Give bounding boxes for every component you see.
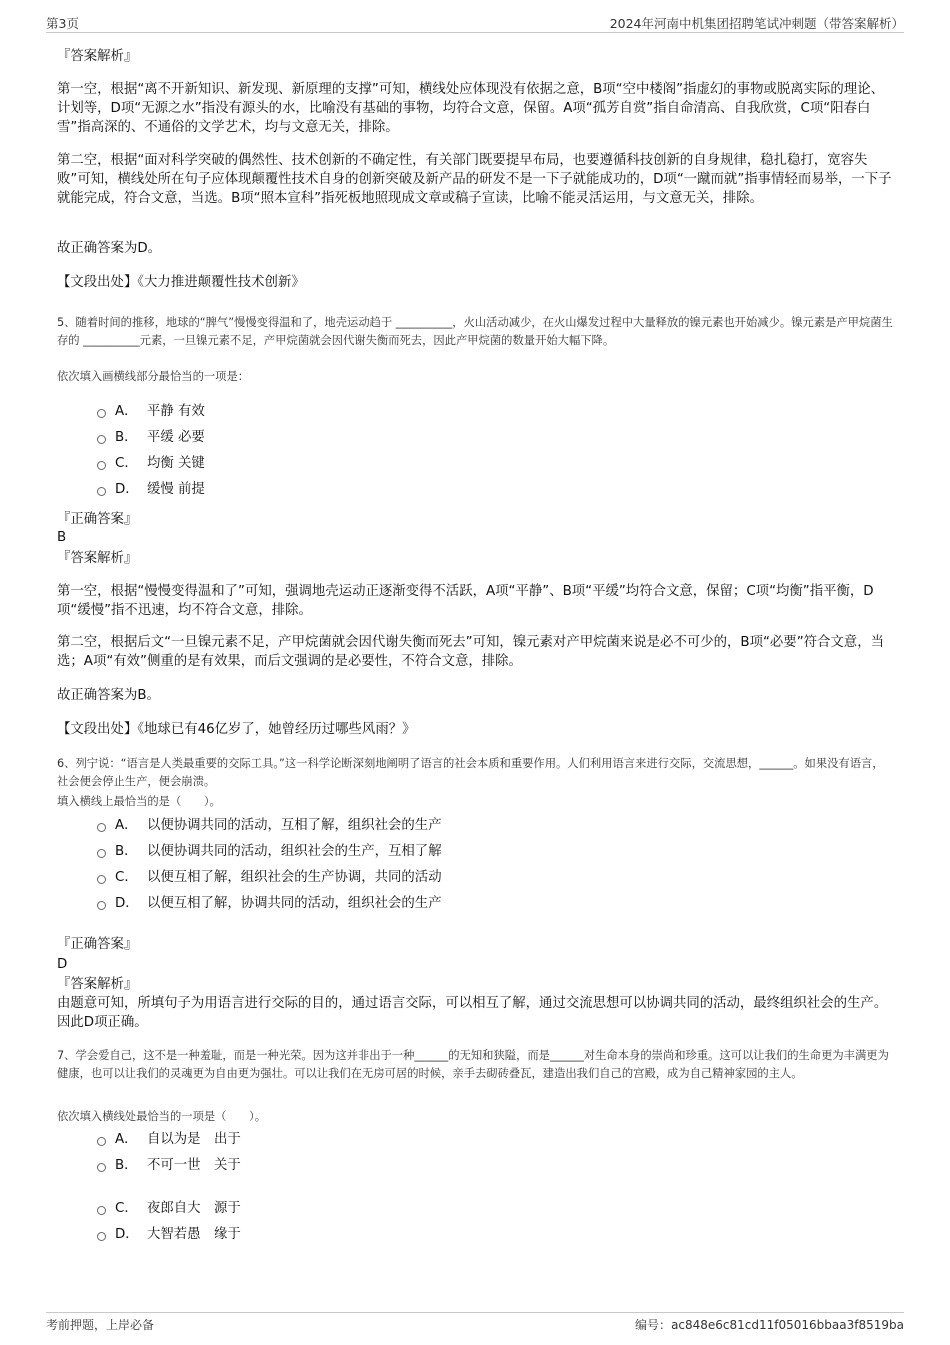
option-letter: D． xyxy=(115,896,139,911)
q7-option-a[interactable] xyxy=(97,1130,241,1150)
q5-option-d[interactable] xyxy=(97,480,205,500)
option-text: 平静 有效 xyxy=(147,404,205,419)
option-text: 均衡 关键 xyxy=(147,456,205,471)
option-letter: A． xyxy=(115,404,138,419)
q7-option-d[interactable] xyxy=(97,1225,241,1245)
option-text: 以便互相了解，协调共同的活动，组织社会的生产 xyxy=(147,896,442,911)
document-code xyxy=(635,1316,904,1333)
q5-correct-answer: B xyxy=(57,530,67,545)
q6-analysis-label: 『答案解析』 xyxy=(57,977,138,992)
document-code-value: ac848e6c81cd11f05016bbaa3f8519ba xyxy=(671,1318,904,1332)
document-title: 2024年河南中机集团招聘笔试冲刺题（带答案解析） xyxy=(609,16,904,31)
page-footer xyxy=(46,1312,904,1333)
radio-icon[interactable] xyxy=(97,1206,106,1215)
option-text: 大智若愚 缘于 xyxy=(147,1227,241,1242)
q5-option-c[interactable] xyxy=(97,454,205,474)
radio-icon[interactable] xyxy=(97,461,106,470)
q7-stem: 7、学会爱自己，这不是一种羞耻，而是一种光荣。因为这并非出于一种______的无知和狭隘，而是______对生命本身的崇尚和珍重。这可以让我们的生命更为丰满更为健康，也可以让我们的灵魂更为自由更为强壮。可以让我们在无房可居的时候，亲手去砌砖叠瓦，建造出我们自己的宫殿，成为自己精神家园的主人。 xyxy=(57,1049,889,1080)
option-text: 不可一世 关于 xyxy=(147,1158,241,1173)
radio-icon[interactable] xyxy=(97,901,106,910)
q5-analysis-paragraph-1: 第一空，根据“慢慢变得温和了”可知，强调地壳运动正逐渐变得不活跃，A项“平静”、B项“平缓”均符合文意，保留；C项“均衡”指平衡，D项“缓慢”指不迅速，均不符合文意，排除。 xyxy=(57,584,874,618)
radio-icon[interactable] xyxy=(97,1137,106,1146)
radio-icon[interactable] xyxy=(97,1163,106,1172)
q6-option-a[interactable] xyxy=(97,816,442,836)
page-number: 第3页 xyxy=(46,16,79,31)
q6-correct-label: 『正确答案』 xyxy=(57,937,138,952)
q6-analysis: 由题意可知，所填句子为用语言进行交际的目的，通过语言交际，可以相互了解，通过交流思想可以协调共同的活动，最终组织社会的生产。因此D项正确。 xyxy=(57,996,888,1030)
option-letter: D． xyxy=(115,482,139,497)
q7-prompt: 依次填入横线处最恰当的一项是（ ）。 xyxy=(57,1110,266,1123)
q6-option-d[interactable] xyxy=(97,894,442,914)
option-letter: B． xyxy=(115,1158,138,1173)
q5-source: 【文段出处】《地球已有46亿岁了，她曾经历过哪些风雨？》 xyxy=(57,722,416,737)
q5-correct-label: 『正确答案』 xyxy=(57,512,138,527)
option-text: 以便协调共同的活动，互相了解，组织社会的生产 xyxy=(147,818,442,833)
radio-icon[interactable] xyxy=(97,435,106,444)
option-text: 平缓 必要 xyxy=(147,430,205,445)
radio-icon[interactable] xyxy=(97,849,106,858)
option-letter: C． xyxy=(115,870,138,885)
radio-icon[interactable] xyxy=(97,1232,106,1241)
q4-analysis-paragraph-1: 第一空，根据“离不开新知识、新发现、新原理的支撑”可知，横线处应体现没有依据之意，B项“空中楼阁”指虚幻的事物或脱离实际的理论、计划等，D项“无源之水”指没有源头的水，比喻没有基础的事物，均符合文意，保留。A项“孤芳自赏”指自命清高、自我欣赏，C项“阳春白雪”指高深的、不通俗的文学艺术，均与文意无关，排除。 xyxy=(57,82,884,135)
q5-stem: 5、随着时间的推移，地球的“脾气”慢慢变得温和了，地壳运动趋于 __________，火山活动减少，在火山爆发过程中大量释放的镍元素也开始减少。镍元素是产甲烷菌生存的 __________元素，一旦镍元素不足，产甲烷菌就会因代谢失衡而死去，因此产甲烷菌的数量开始大幅下降。 xyxy=(57,316,893,347)
q7-option-b[interactable] xyxy=(97,1156,241,1176)
q6-option-b[interactable] xyxy=(97,842,442,862)
q4-conclusion: 故正确答案为D。 xyxy=(57,241,162,256)
option-text: 以便协调共同的活动，组织社会的生产，互相了解 xyxy=(147,844,442,859)
footer-slogan: 考前押题，上岸必备 xyxy=(46,1318,155,1332)
q5-option-b[interactable] xyxy=(97,428,205,448)
q6-prompt: 填入横线上最恰当的是（ ）。 xyxy=(57,795,221,808)
radio-icon[interactable] xyxy=(97,409,106,418)
q4-source: 【文段出处】《大力推进颠覆性技术创新》 xyxy=(57,275,305,290)
radio-icon[interactable] xyxy=(97,487,106,496)
q5-prompt: 依次填入画横线部分最恰当的一项是： xyxy=(57,370,250,383)
option-letter: C． xyxy=(115,1201,138,1216)
option-letter: D． xyxy=(115,1227,139,1242)
page-header xyxy=(46,14,904,33)
q6-correct-answer: D xyxy=(57,957,68,972)
option-text: 夜郎自大 源于 xyxy=(147,1201,241,1216)
q6-option-c[interactable] xyxy=(97,868,442,888)
option-text: 自以为是 出于 xyxy=(147,1132,241,1147)
q5-conclusion: 故正确答案为B。 xyxy=(57,688,160,703)
q5-option-a[interactable] xyxy=(97,402,205,422)
option-text: 缓慢 前提 xyxy=(147,482,205,497)
q5-analysis-paragraph-2: 第二空，根据后文“一旦镍元素不足，产甲烷菌就会因代谢失衡而死去”可知，镍元素对产甲烷菌来说是必不可少的，B项“必要”符合文意，当选；A项“有效”侧重的是有效果，而后文强调的是必要性，不符合文意，排除。 xyxy=(57,635,884,669)
q6-stem: 6、列宁说：“语言是人类最重要的交际工具。”这一科学论断深刻地阐明了语言的社会本质和重要作用。人们利用语言来进行交际，交流思想，______。如果没有语言，社会便会停止生产，便会崩溃。 xyxy=(57,757,884,788)
q4-analysis-label: 『答案解析』 xyxy=(57,49,138,64)
option-letter: A． xyxy=(115,1132,138,1147)
option-letter: A． xyxy=(115,818,138,833)
q5-analysis-label: 『答案解析』 xyxy=(57,551,138,566)
q7-option-c[interactable] xyxy=(97,1199,241,1219)
option-letter: B． xyxy=(115,430,138,445)
option-letter: B． xyxy=(115,844,138,859)
document-code-label: 编号： xyxy=(635,1318,672,1332)
option-letter: C． xyxy=(115,456,138,471)
radio-icon[interactable] xyxy=(97,875,106,884)
option-text: 以便互相了解，组织社会的生产协调，共同的活动 xyxy=(147,870,442,885)
radio-icon[interactable] xyxy=(97,823,106,832)
q4-analysis-paragraph-2: 第二空，根据“面对科学突破的偶然性、技术创新的不确定性，有关部门既要提早布局，也要遵循科技创新的自身规律，稳扎稳打，宽容失败”可知，横线处所在句子应体现颠覆性技术自身的创新突破及新产品的研发不是一下子就能成功的，D项“一蹴而就”指事情轻而易举，一下子就能完成，符合文意，当选。B项“照本宣科”指死板地照现成文章或稿子宣读，比喻不能灵活运用，与文意无关，排除。 xyxy=(57,153,892,206)
